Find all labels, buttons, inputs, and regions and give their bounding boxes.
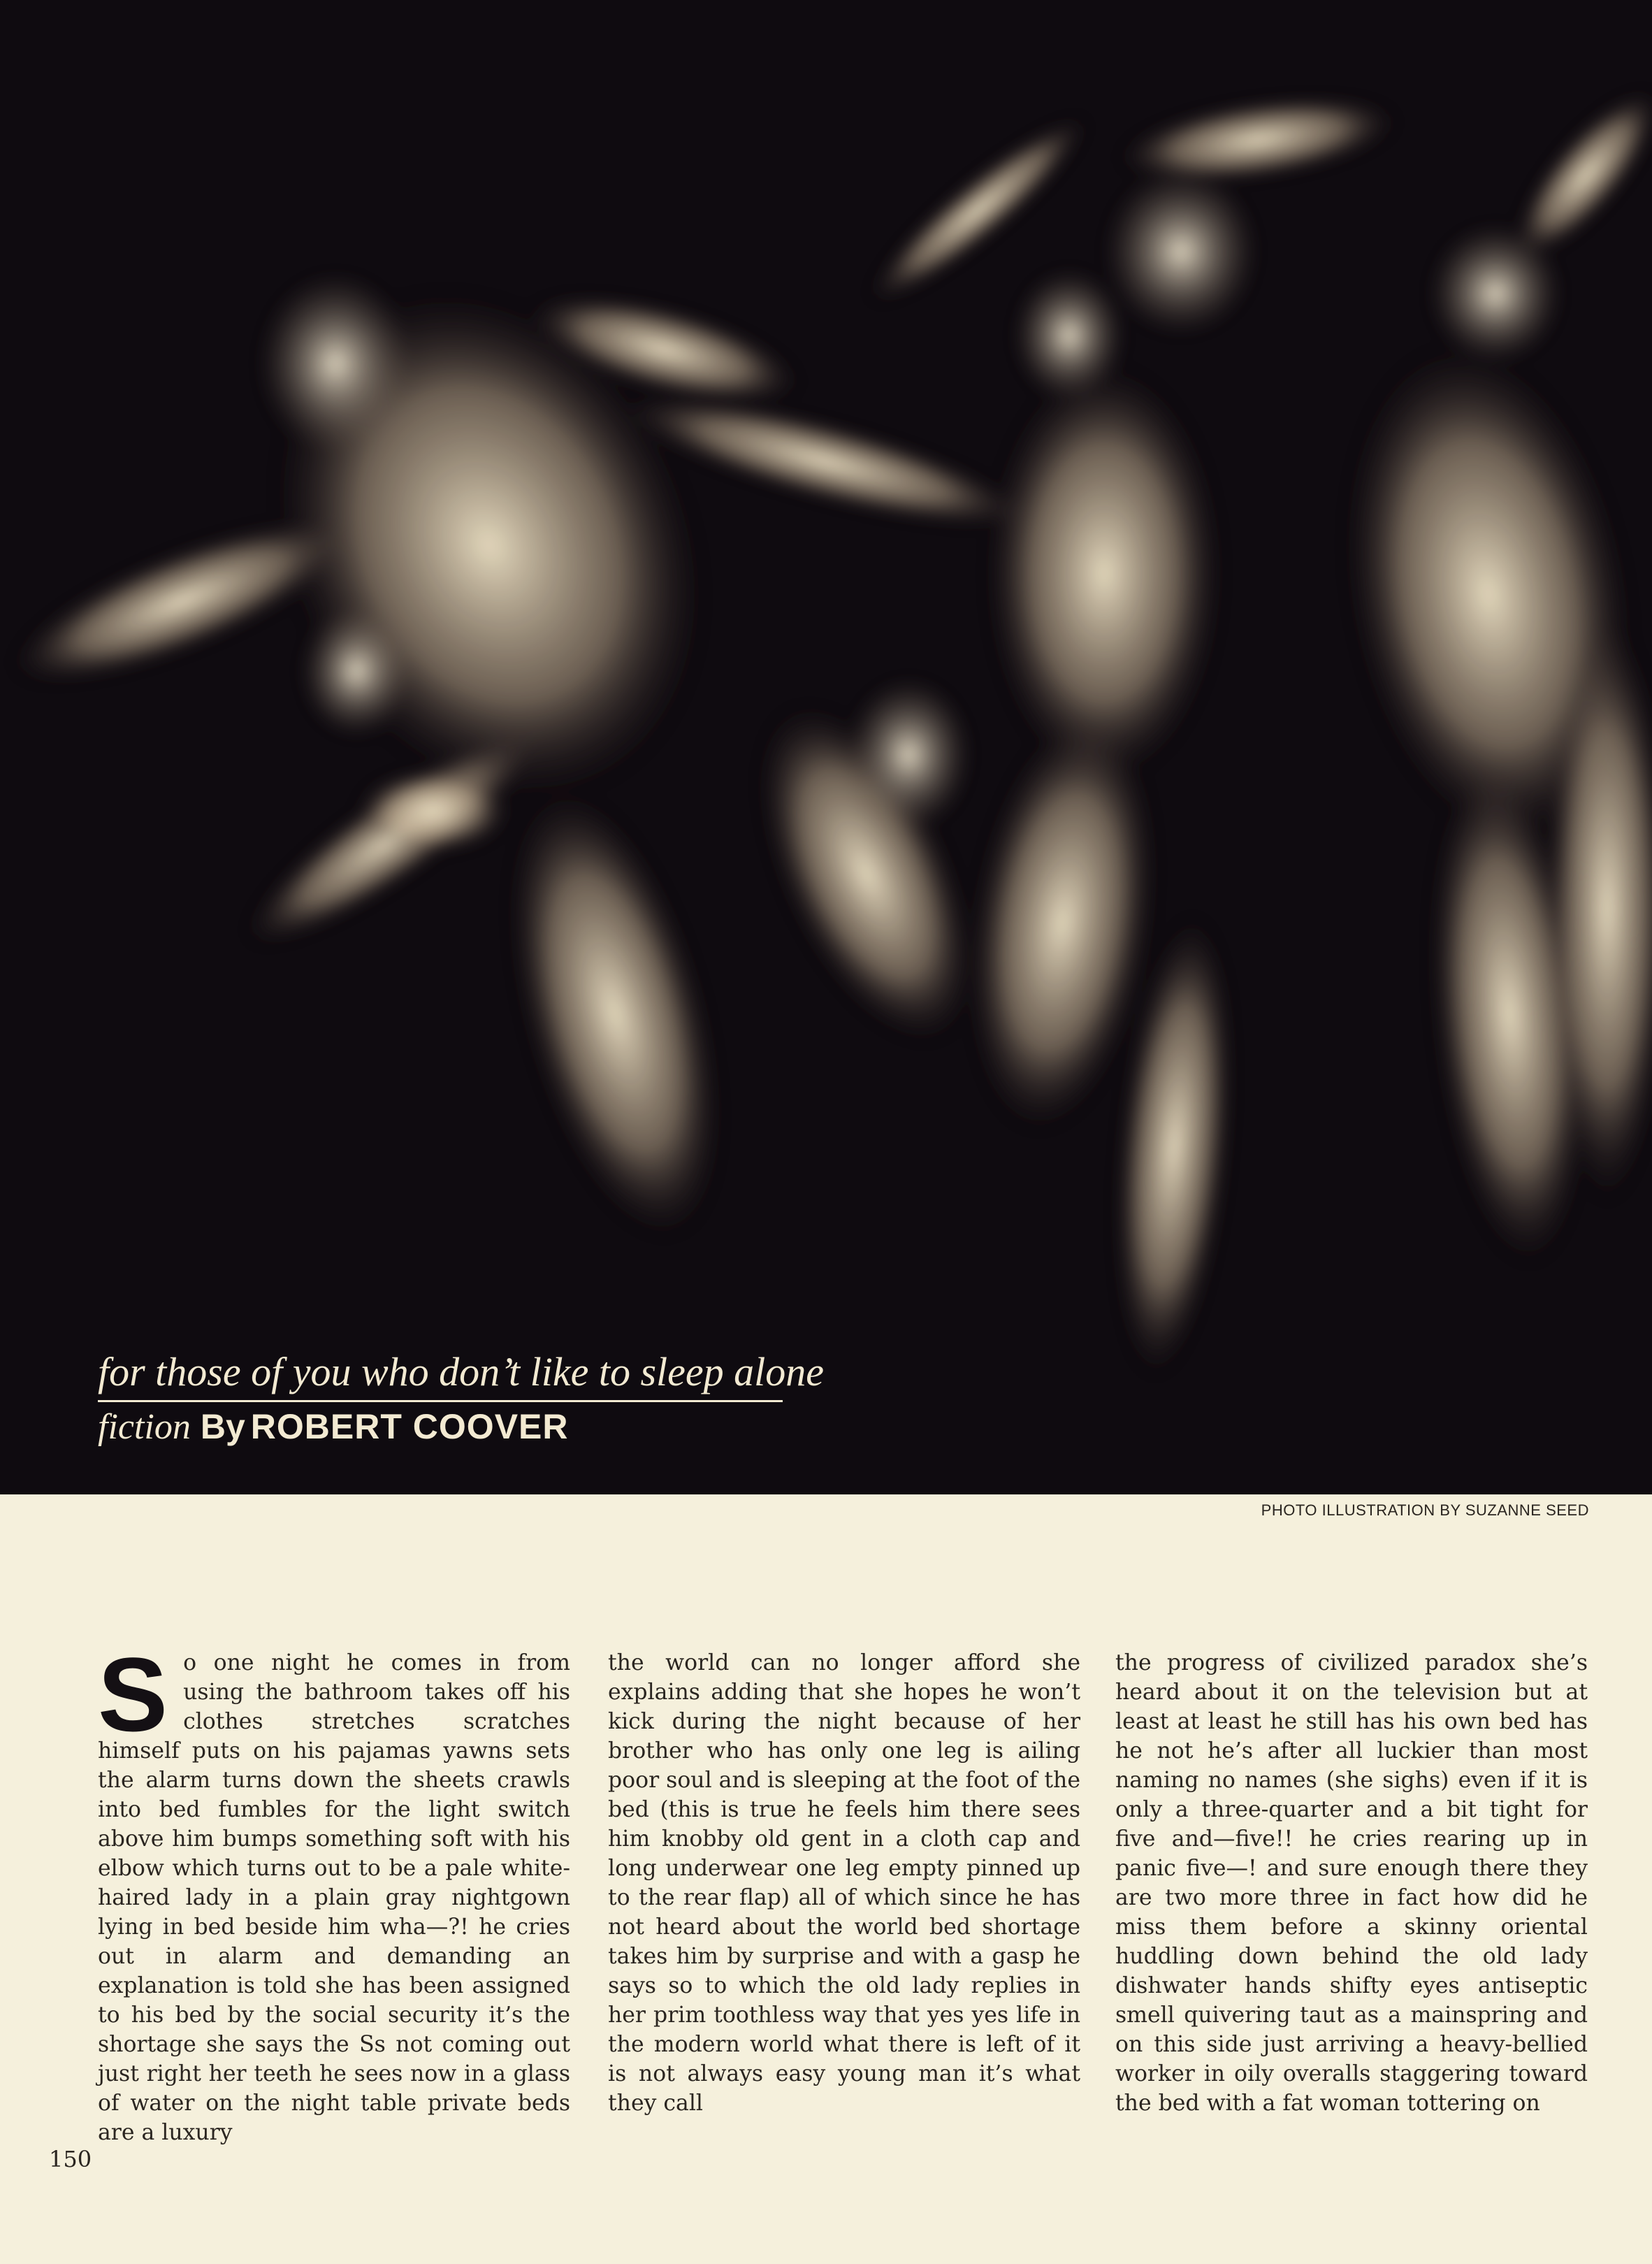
drop-cap: S [98, 1636, 168, 1753]
photo-credit: PHOTO ILLUSTRATION BY SUZANNE SEED [1261, 1501, 1589, 1519]
byline [98, 1406, 783, 1448]
title-block [98, 1349, 825, 1448]
page-number: 150 [49, 2146, 92, 2172]
byline-author: ROBERT COOVER [250, 1406, 569, 1446]
byline-by: By [200, 1406, 245, 1446]
headline: for those of you who don’t like to sleep alone [98, 1349, 783, 1402]
article-column-2: the world can no longer afford she explains adding that she hopes he won’t kick during the night because of her brother who has only one leg is ailing poor soul and is sleeping at the foot of the bed (this is true he feels him there sees him knobby old gent in a cloth cap and long underwear one leg empty pinned up to the rear flap) all of which since he has not heard about the world bed shortage takes him by surprise and with a gasp he says so to which the old lady replies in her prim toothless way that yes yes life in the modern world what there is left of it is not always easy young man it’s what they call [608, 1650, 1080, 2116]
article-column-1 [98, 1636, 570, 2147]
article-column-3: the progress of civilized paradox she’s heard about it on the television but at least at least he still has his own bed has he not he’s after all luckier than most naming no names (she sighs) even if it is only a three-quarter and a bit tight for five and—five!! he cries rearing up in panic five—! and sure enough there they are two more three in fact how did he miss them before a skinny oriental huddling down behind the old lady dishwater hands shifty eyes antiseptic smell quivering taut as a mainspring and on this side just arriving a heavy-bellied worker in oily overalls staggering toward the bed with a fat woman tottering on [1115, 1650, 1588, 2116]
article-body [98, 1636, 1591, 2145]
byline-label: fiction [98, 1406, 191, 1447]
column-1-text: o one night he comes in from using the bathroom takes off his clothes stretches scratches himself puts on his pajamas yawns sets the alarm turns down the sheets crawls into bed fumbles for the light switch above him bumps something soft with his elbow which turns out to be a pale white-haired lady in a plain gray nightgown lying in bed beside him wha—?! he cries out in alarm and demanding an explanation is told she has been assigned to his bed by the social security it’s the shortage she says the Ss not coming out just right her teeth he sees now in a glass of water on the night table private beds are a luxury [98, 1650, 570, 2145]
